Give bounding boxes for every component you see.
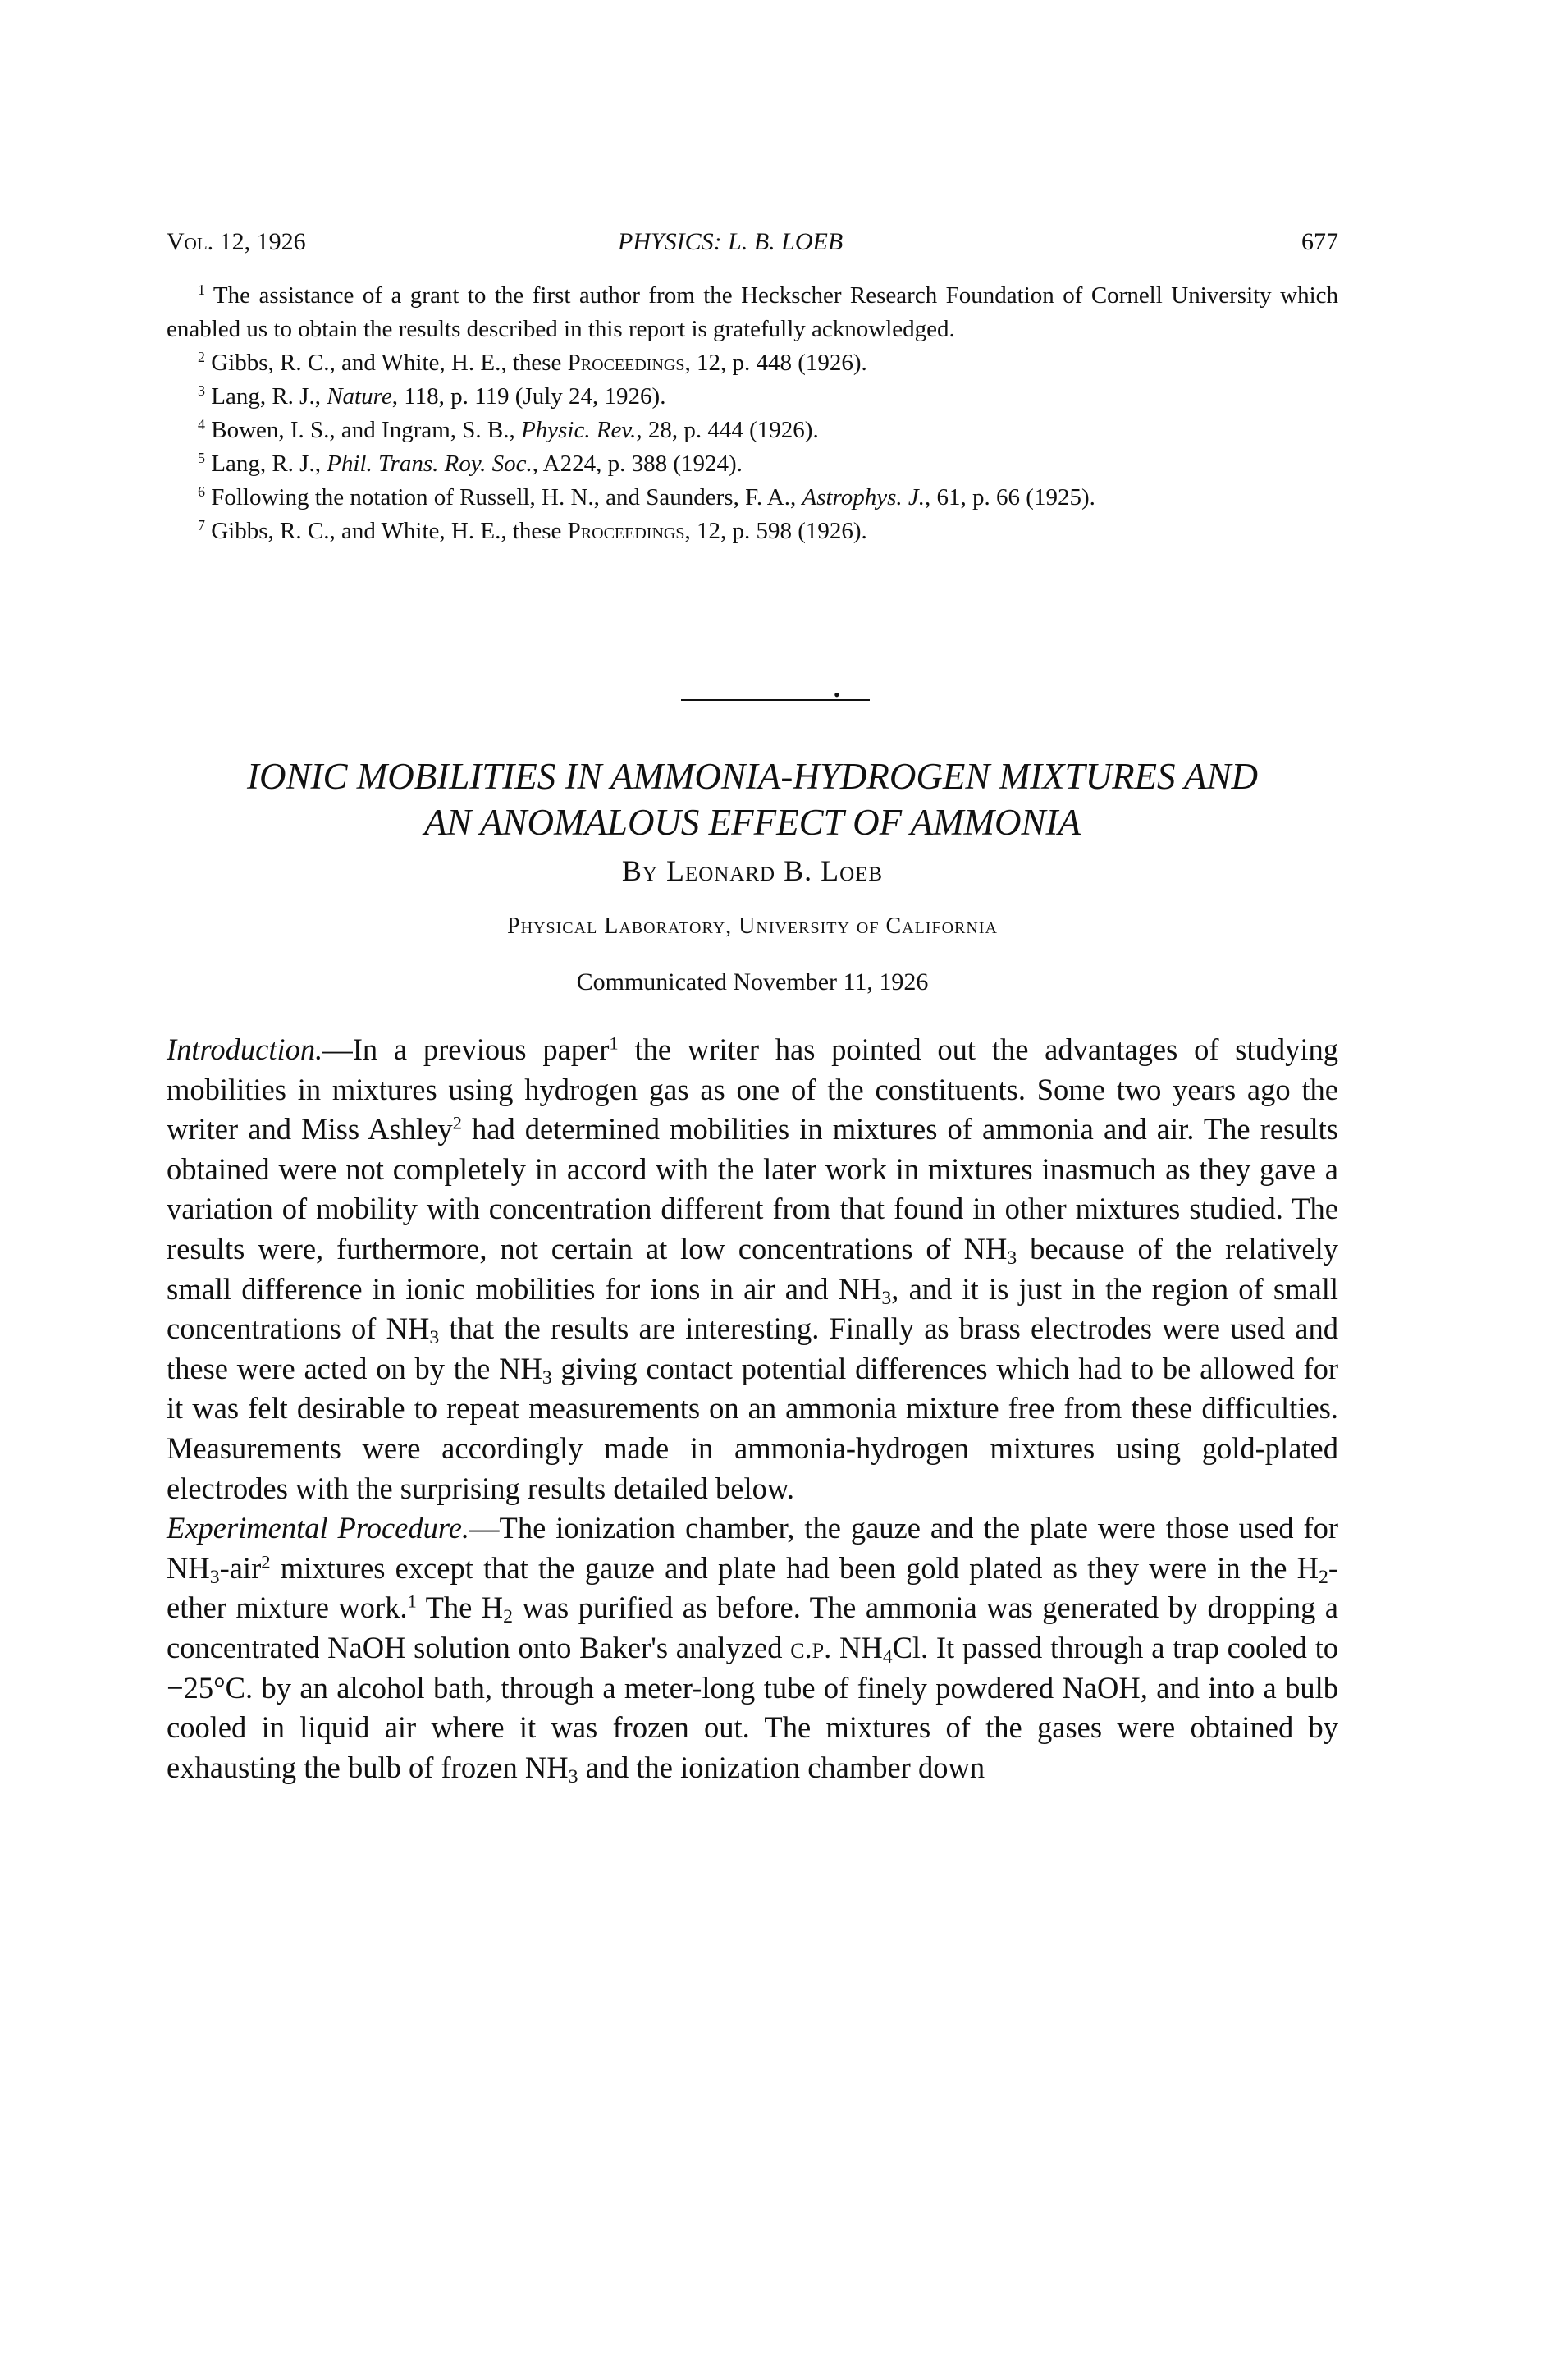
article-body: [167, 1030, 1338, 1787]
footnote-6: $^6$ Following the notation of Russell, H. N., and Saunders, F. A., Astrophys. J., 61, p. 66 (1925).: [198, 483, 1095, 510]
article-title-line-1: IONIC MOBILITIES IN AMMONIA-HYDROGEN MIXTURES AND: [247, 756, 1258, 797]
author-affiliation: Physical Laboratory, University of California: [507, 913, 998, 939]
paragraph-experimental-procedure: Experimental Procedure.—The ionization chamber, the gauze and the plate were those used for $NH_3-air^2$ mixtures except that the gauze and plate had been gold plated as they were in the $H_2$-ether mixture work.$^1$ The $H_2$ was purified as before. The ammonia was generated by dropping a concentrated NaOH solution onto Baker's analyzed c.p. $NH_4Cl$. It passed through a trap cooled to −25°C. by an alcohol bath, through a meter-long tube of finely powdered NaOH, and into a bulb cooled in liquid air where it was frozen out. The mixtures of the gases were obtained by exhausting the bulb of frozen $NH_3$ and the ionization chamber down: [167, 1511, 1339, 1787]
author-byline: By Leonard B. Loeb: [621, 854, 884, 887]
section-heading-introduction: Introduction.: [167, 1032, 323, 1066]
footnote-4: $^4$ Bowen, I. S., and Ingram, S. B., Physic. Rev., 28, p. 444 (1926).: [198, 416, 819, 443]
footnote-2: $^2$ Gibbs, R. C., and White, H. E., these Proceedings, 12, p. 448 (1926).: [198, 349, 867, 376]
header-running-title: PHYSICS: L. B. LOEB: [618, 228, 844, 255]
footnote-3: $^3$ Lang, R. J., Nature, 118, p. 119 (July 24, 1926).: [198, 382, 666, 410]
running-header: [167, 228, 1338, 264]
footnote-1: $^1$ The assistance of a grant to the first author from the Heckscher Research Foundation of Cornell University which enabled us to obtain the results described in this report is gratefully acknowledged.: [167, 281, 1338, 342]
paragraph-introduction: Introduction.—In a previous paper$^1$ the writer has pointed out the advantages of studying mobilities in mixtures using hydrogen gas as one of the constituents. Some two years ago the writer and Miss Ashley$^2$ had determined mobilities in mixtures of ammonia and air. The results obtained were not completely in accord with the later work in mixtures inasmuch as they gave a variation of mobility with concentration different from that found in other mixtures studied. The results were, furthermore, not certain at low concentrations of $NH_3$ because of the relatively small difference in ionic mobilities for ions in air and $NH_3$, and it is just in the region of small concentrations of $NH_3$ that the results are interesting. Finally as brass electrodes were used and these were acted on by the $NH_3$ giving contact potential differences which had to be allowed for it was felt desirable to repeat measurements on an ammonia mixture free from these difficulties. Measurements were accordingly made in ammonia-hydrogen mixtures using gold-plated electrodes with the surprising results detailed below.: [167, 1032, 1339, 1505]
footnote-5: $^5$ Lang, R. J., Phil. Trans. Roy. Soc., A224, p. 388 (1924).: [198, 450, 743, 477]
article-title-line-2: AN ANOMALOUS EFFECT OF AMMONIA: [424, 802, 1081, 843]
article-title: [167, 753, 1338, 845]
communicated-date: Communicated November 11, 1926: [576, 968, 929, 995]
header-volume: Vol. 12, 1926: [167, 228, 306, 255]
divider-dot: •: [834, 684, 840, 705]
section-divider: [681, 699, 870, 701]
section-heading-experimental-procedure: Experimental Procedure.: [167, 1511, 470, 1545]
footnote-7: $^7$ Gibbs, R. C., and White, H. E., these Proceedings, 12, p. 598 (1926).: [198, 517, 867, 544]
footnotes: [167, 279, 1338, 548]
header-page-number: 677: [1301, 228, 1338, 255]
